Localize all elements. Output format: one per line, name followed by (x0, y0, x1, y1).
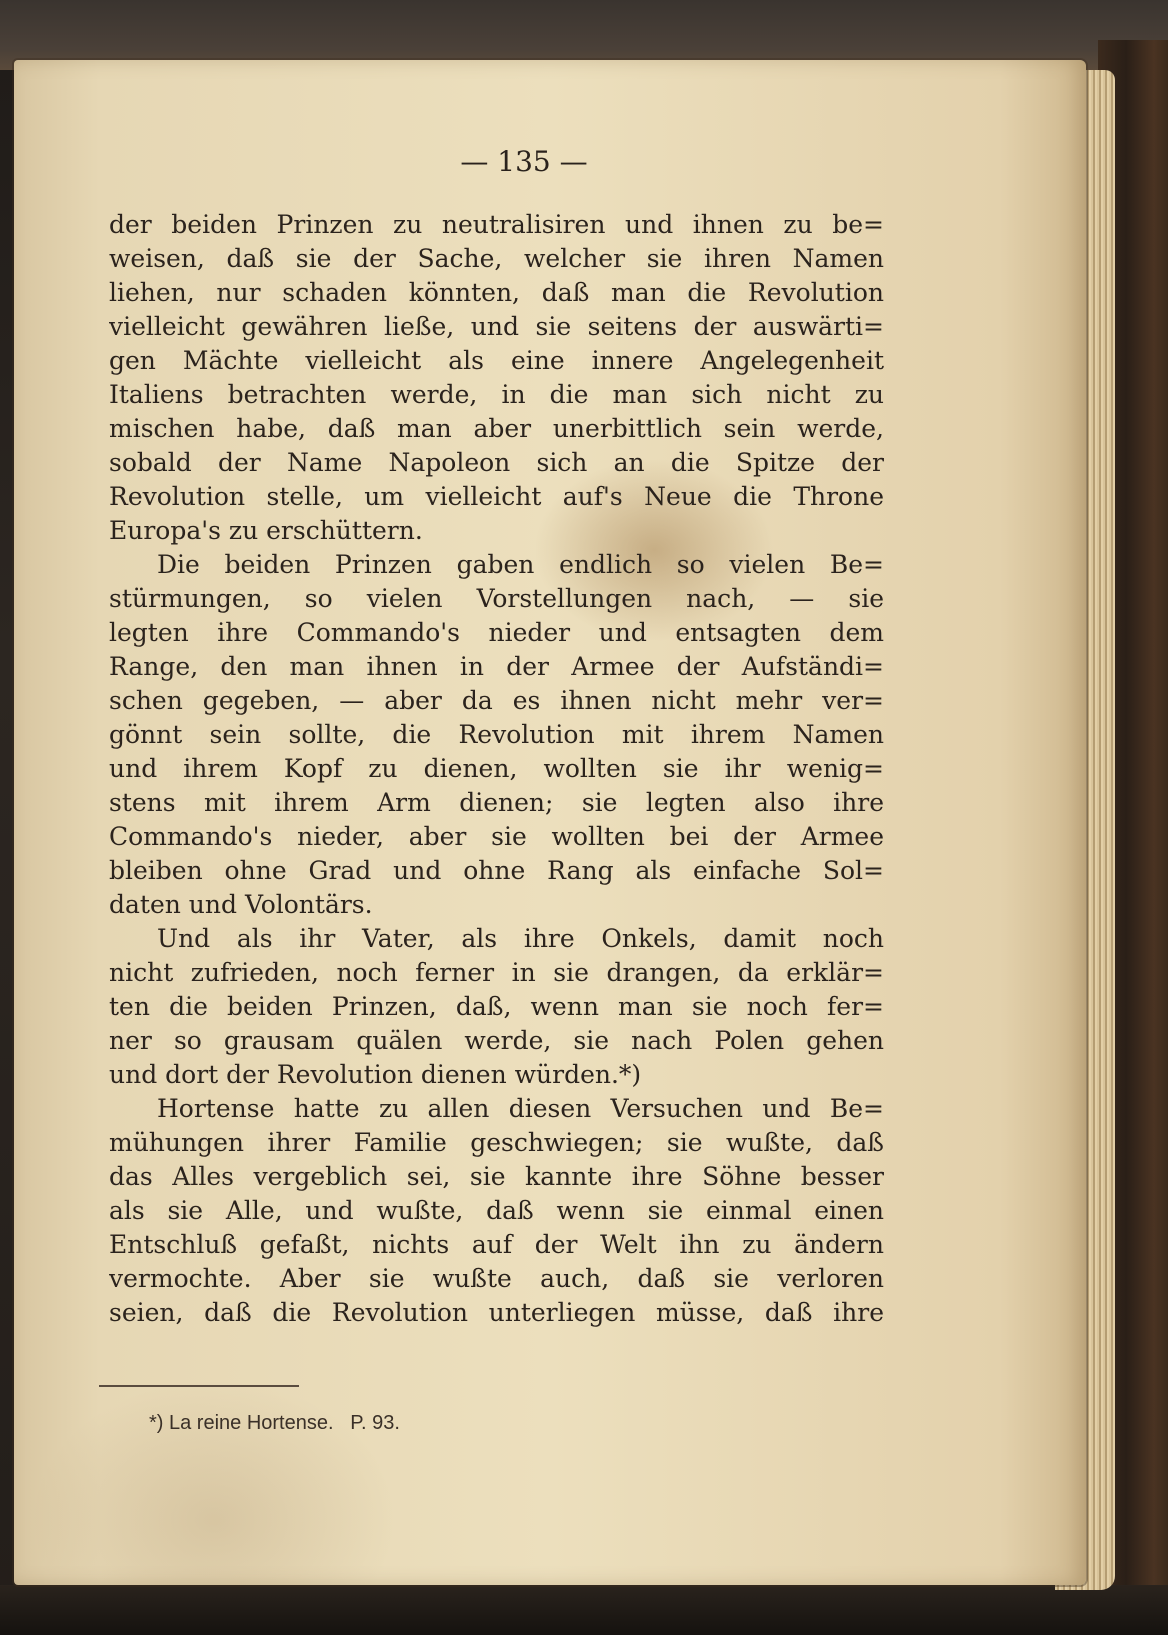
text-line: stens mit ihrem Arm dienen; sie legten also ihre (109, 788, 884, 817)
text-line: daten und Volontärs. (109, 890, 373, 919)
text-line: Und als ihr Vater, als ihre Onkels, damit noch (157, 924, 884, 953)
text-line: legten ihre Commando's nieder und entsagten dem (109, 618, 884, 647)
text-line: mischen habe, daß man aber unerbittlich sein werde, (109, 414, 884, 443)
book-page (14, 60, 1086, 1585)
text-line: vielleicht gewähren ließe, und sie seitens der auswärti= (109, 312, 884, 341)
text-line: schen gegeben, — aber da es ihnen nicht mehr ver= (109, 686, 884, 715)
text-line: sobald der Name Napoleon sich an die Spitze der (109, 448, 884, 477)
text-line: gen Mächte vielleicht als eine innere Angelegenheit (109, 346, 884, 375)
text-line: vermochte. Aber sie wußte auch, daß sie verloren (109, 1264, 884, 1293)
book-cover-bottom (0, 1585, 1168, 1635)
text-line: Commando's nieder, aber sie wollten bei der Armee (109, 822, 884, 851)
text-line: als sie Alle, und wußte, daß wenn sie einmal einen (109, 1196, 884, 1225)
footnote: *) La reine Hortense. P. 93. (149, 1412, 400, 1434)
text-line: weisen, daß sie der Sache, welcher sie ihren Namen (109, 244, 884, 273)
text-line: Italiens betrachten werde, in die man sich nicht zu (109, 380, 884, 409)
text-line: mühungen ihrer Familie geschwiegen; sie wußte, daß (109, 1128, 884, 1157)
footnote-rule (99, 1385, 299, 1387)
text-line: und dort der Revolution dienen würden.*) (109, 1060, 642, 1089)
text-line: der beiden Prinzen zu neutralisiren und ihnen zu be= (109, 210, 884, 239)
body-text (109, 208, 884, 1330)
text-line: stürmungen, so vielen Vorstellungen nach, — sie (109, 584, 884, 613)
text-line: und ihrem Kopf zu dienen, wollten sie ihr wenig= (109, 754, 884, 783)
text-line: ner so grausam quälen werde, sie nach Polen gehen (109, 1026, 884, 1055)
text-line: Revolution stelle, um vielleicht auf's Neue die Throne (109, 482, 884, 511)
text-line: gönnt sein sollte, die Revolution mit ihrem Namen (109, 720, 884, 749)
text-line: liehen, nur schaden könnten, daß man die Revolution (109, 278, 884, 307)
text-line: bleiben ohne Grad und ohne Rang als einfache Sol= (109, 856, 884, 885)
text-line: nicht zufrieden, noch ferner in sie drangen, da erklär= (109, 958, 884, 987)
text-line: Range, den man ihnen in der Armee der Aufständi= (109, 652, 884, 681)
text-line: Europa's zu erschüttern. (109, 516, 423, 545)
text-line: Hortense hatte zu allen diesen Versuchen und Be= (157, 1094, 884, 1123)
text-line: das Alles vergeblich sei, sie kannte ihre Söhne besser (109, 1162, 884, 1191)
page-number: — 135 — (460, 145, 588, 178)
text-line: ten die beiden Prinzen, daß, wenn man sie noch fer= (109, 992, 884, 1021)
text-line: Die beiden Prinzen gaben endlich so vielen Be= (157, 550, 884, 579)
text-line: seien, daß die Revolution unterliegen müsse, daß ihre (109, 1298, 884, 1327)
text-line: Entschluß gefaßt, nichts auf der Welt ihn zu ändern (109, 1230, 884, 1259)
